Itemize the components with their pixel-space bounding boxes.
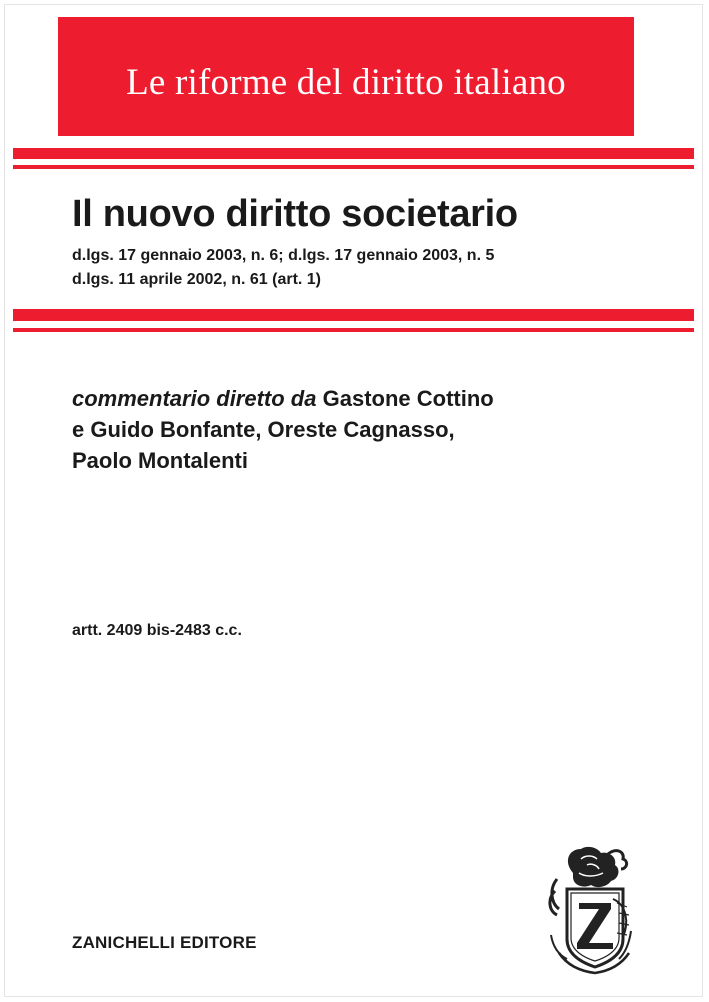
editors-line: e Guido Bonfante, Oreste Cagnasso, xyxy=(72,417,455,442)
zanichelli-seal-icon xyxy=(543,843,635,975)
top-stripe-thin xyxy=(13,165,694,169)
editors-line: Paolo Montalenti xyxy=(72,448,248,473)
series-banner xyxy=(58,17,634,136)
editors-line xyxy=(72,383,494,414)
articles-range: artt. 2409 bis-2483 c.c. xyxy=(72,622,242,639)
law-reference-line: d.lgs. 17 gennaio 2003, n. 6; d.lgs. 17 gennaio 2003, n. 5 xyxy=(72,247,495,264)
law-reference-line: d.lgs. 11 aprile 2002, n. 61 (art. 1) xyxy=(72,271,322,288)
series-title: Le riforme del diritto italiano xyxy=(126,62,566,103)
book-cover xyxy=(4,4,703,997)
book-title: Il nuovo diritto societario xyxy=(72,193,518,235)
top-stripe-thick xyxy=(13,148,694,159)
publisher-name: ZANICHELLI EDITORE xyxy=(72,933,257,952)
editor-name: Gastone Cottino xyxy=(322,386,494,411)
middle-stripe-thin xyxy=(13,328,694,332)
editors-intro: commentario diretto da xyxy=(72,386,317,411)
editors-block xyxy=(72,383,494,476)
middle-stripe-thick xyxy=(13,309,694,321)
